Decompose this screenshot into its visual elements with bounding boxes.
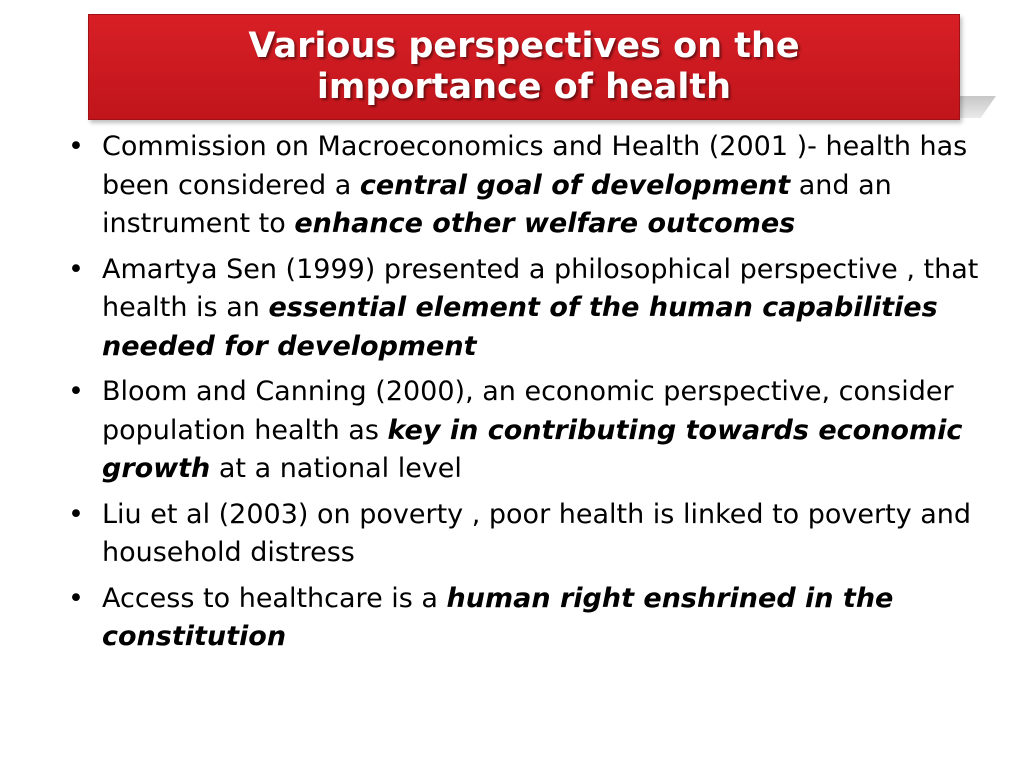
bullet-item-3 — [64, 373, 994, 489]
bullet-item-5 — [64, 580, 994, 657]
bullet-item-2 — [64, 251, 994, 367]
bullet-text: at a national level — [210, 453, 462, 484]
bullet-text: and an instrument to — [102, 169, 892, 239]
bullet-marker: • — [68, 376, 84, 407]
bullet-text: Amartya Sen (1999) presented a philosophical perspective , that health is an — [102, 253, 979, 323]
bullet-text: Commission on Macroeconomics and Health (2001 )- health has been considered a — [102, 131, 968, 201]
bullet-marker: • — [68, 131, 84, 162]
bullet-emphasis: human right enshrined in the constitution — [102, 582, 894, 652]
bullet-list — [64, 128, 994, 664]
bullet-text: Access to healthcare is a — [102, 582, 447, 614]
bullet-text: Liu et al (2003) on poverty , poor health is linked to poverty and household distress — [102, 498, 972, 568]
bullet-marker: • — [68, 582, 84, 614]
bullet-item-4 — [64, 496, 994, 573]
bullet-emphasis: enhance other welfare outcomes — [294, 208, 796, 239]
slide-title: Various perspectives on the importance of health — [248, 26, 800, 107]
bullet-item-1 — [64, 128, 994, 244]
bullet-marker: • — [68, 253, 84, 285]
bullet-emphasis: central goal of development — [359, 169, 791, 201]
bullet-emphasis: key in contributing towards economic growth — [102, 414, 963, 484]
title-banner — [88, 14, 960, 120]
bullet-text: Bloom and Canning (2000), an economic perspective, consider population health as — [102, 376, 954, 446]
bullet-emphasis: essential element of the human capabilities needed for development — [102, 292, 938, 362]
bullet-marker: • — [68, 498, 84, 530]
